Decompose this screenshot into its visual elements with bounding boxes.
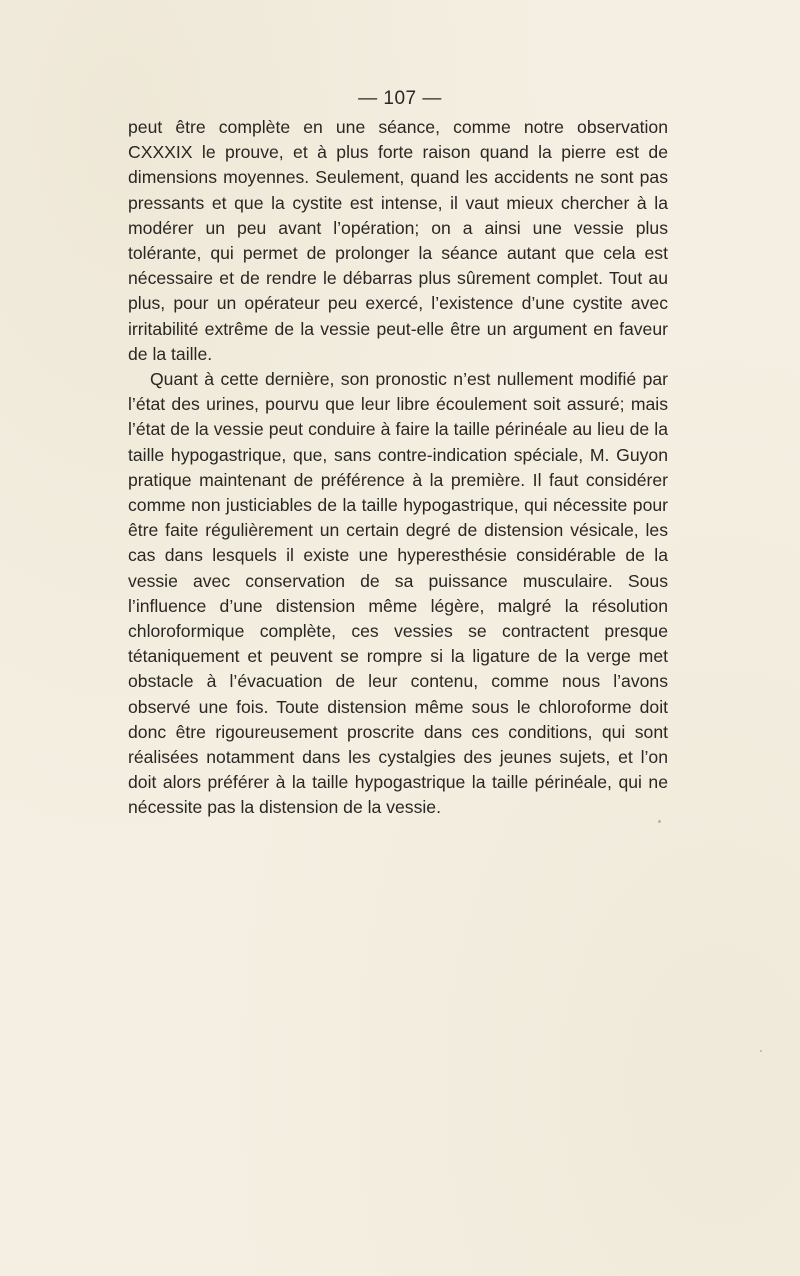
paragraph-1: peut être complète en une séance, comme notre observation CXXXIX le prouve, et à plus forte raison quand la pierre est de dimensions moyennes. Seulement, quand les accidents ne sont pas pressants et que la cystite est intense, il vaut mieux chercher à la modérer un peu avant l’opération; on a ainsi une vessie plus tolérante, qui permet de prolonger la séance autant que cela est nécessaire et de rendre le débarras plus sûrement complet. Tout au plus, pour un opérateur peu exercé, l’existence d’une cystite avec irritabilité extrême de la vessie peut-elle être un argument en faveur de la taille.: [128, 117, 668, 364]
paper-speck: [760, 1050, 762, 1052]
paragraph-2: Quant à cette dernière, son pronostic n’est nullement modifié par l’état des urines, pourvu que leur libre écoulement soit assuré; mais l’état de la vessie peut conduire à faire la taille périnéale au lieu de la taille hypogastrique, que, sans contre-indication spéciale, M. Guyon pratique maintenant de préférence à la première. Il faut considérer comme non justiciables de la taille hypogastrique, qui nécessite pour être faite régulièrement un certain degré de distension vésicale, les cas dans lesquels il existe une hyperesthésie considérable de la vessie avec conservation de sa puissance musculaire. Sous l’influence d’une distension même légère, malgré la résolution chloroformique complète, ces vessies se contractent presque tétaniquement et peuvent se rompre si la ligature de la verge met obstacle à l’évacuation de leur contenu, comme nous l’avons observé une fois. Toute distension même sous le chloroforme doit donc être rigoureusement proscrite dans ces conditions, qui sont réalisées notamment dans les cystalgies des jeunes sujets, et l’on doit alors préférer à la taille hypogastrique la taille périnéale, qui ne nécessite pas la distension de la vessie.: [128, 369, 668, 818]
page-number: — 107 —: [358, 88, 442, 109]
paper-speck: [658, 820, 661, 823]
body-text: [128, 115, 668, 821]
